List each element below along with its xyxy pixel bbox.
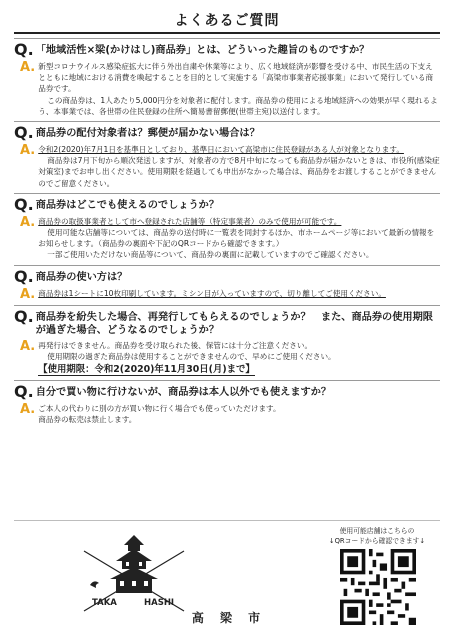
faq-page — [14, 8, 440, 632]
answer-text: 商品券の転売は禁止します。 — [38, 415, 137, 425]
question-text: 商品券はどこでも使えるのでしょうか？ — [35, 199, 220, 211]
answer — [14, 340, 440, 377]
faq-item-1 — [14, 38, 440, 117]
question — [14, 265, 440, 288]
answer-text: 新型コロナウイルス感染症拡大に伴う外出自粛や休業等により、広く地域経済が影響を受ける中、市民生活の下支えとともに地域における消費を喚起することを目的として実施する「高梁市事業者応援事業」において発行している商品券です。 — [38, 62, 434, 94]
city-name: 高 梁 市 — [191, 611, 267, 625]
answer — [14, 216, 440, 261]
a-mark: A. — [20, 214, 36, 230]
answer-text: 商品券は7月下旬から順次発送しますが、対象者の方で8月中旬になっても商品券が届かないときは、市役所(感染症対策室)までお申し出ください。使用期限を経過しても申出がなかった場合は、商品券をお渡しすることができませんのでご留意ください。 — [38, 156, 440, 188]
answer-text: 使用期限の過ぎた商品券は使用することができませんので、早めにご使用ください。 — [47, 351, 336, 361]
faq-item-4 — [14, 265, 440, 301]
answer — [14, 288, 440, 301]
question — [14, 380, 440, 403]
q-mark: Q. — [14, 382, 34, 402]
answer-text: 一部ご使用いただけない商品等について、商品券の裏面に記載していますのでご確認ください。 — [47, 250, 374, 260]
question — [14, 193, 440, 216]
qr-caption-line-2: ↓QRコードから確認できます↓ — [328, 536, 426, 545]
qr-caption-line-1: 使用可能店舗はこちらの — [339, 527, 415, 535]
answer-text: 商品券の取扱事業者として市へ登録された店舗等（特定事業者）のみで使用が可能です。 — [38, 216, 342, 226]
q-mark: Q. — [14, 40, 34, 59]
footer — [14, 520, 440, 632]
q-mark: Q. — [14, 306, 34, 326]
expiry-period: 【使用期限：令和2(2020)年11月30日(月)まで】 — [38, 364, 255, 376]
logo-text-right: HASHI — [144, 598, 175, 608]
question-text: 商品券の使い方は？ — [35, 271, 128, 283]
a-mark: A. — [20, 402, 36, 418]
answer-text: 令和2(2020)年7月1日を基準日としており、基準日において高梁市に住民登録がある人が対象となります。 — [38, 145, 404, 155]
answer-text: 再発行はできません。商品券を受け取られた後、保管には十分ご注意ください。 — [38, 340, 313, 350]
logo-text-left: TAKA — [92, 598, 117, 608]
answer — [14, 403, 440, 425]
q-mark: Q. — [14, 123, 34, 143]
a-mark: A. — [20, 286, 36, 302]
question — [14, 121, 440, 144]
faq-item-2 — [14, 121, 440, 189]
answer-text: 使用可能な店舗等については、商品券の送付時に一覧表を同封するほか、市ホームページ等において最新の情報をお知らせします。（商品券の裏面や下記のQRコードから確認できます。） — [38, 228, 435, 249]
title-bar — [14, 8, 440, 34]
question-text: 商品券を紛失した場合、再発行してもらえるのでしょうか？ また、商品券の使用期限が過ぎた場合、どうなるのでしょうか？ — [35, 311, 433, 336]
question — [14, 305, 440, 340]
qr-caption — [322, 527, 432, 546]
answer-text: 商品券は1シートに10枚印刷しています。ミシン目が入っていますので、切り離してご使用ください。 — [38, 288, 386, 298]
question-text: 商品券の配付対象者は？郵便が届かない場合は？ — [35, 128, 260, 140]
qr-code-icon[interactable] — [340, 549, 416, 625]
question-text: 「地域活性×梁(かけはし)商品券」とは、どういった趣旨のものですか？ — [35, 45, 370, 56]
faq-item-6 — [14, 380, 440, 425]
faq-item-3 — [14, 193, 440, 261]
answer-text: この商品券は、1人あたり5,000円分を対象者に配付します。商品券の使用による地域経済への効果が早く現れるよう、本事業では、各世帯の住民登録の住所へ簡易書留郵便(世帯主宛)以送付します。 — [38, 95, 438, 116]
answer — [14, 61, 440, 117]
q-mark: Q. — [14, 194, 34, 214]
answer-text: ご本人の代わりに別の方が買い物に行く場合でも使っていただけます。 — [38, 404, 281, 414]
a-mark: A. — [20, 143, 36, 159]
page-title: よくあるご質問 — [174, 13, 280, 29]
question-text: 自分で買い物に行けないが、商品券は本人以外でも使えますか？ — [35, 387, 332, 399]
takahashi-castle-logo — [76, 529, 192, 613]
answer — [14, 144, 440, 189]
q-mark: Q. — [14, 266, 34, 286]
a-mark: A. — [20, 60, 36, 75]
faq-item-5 — [14, 305, 440, 377]
a-mark: A. — [20, 338, 36, 354]
question — [14, 38, 440, 61]
